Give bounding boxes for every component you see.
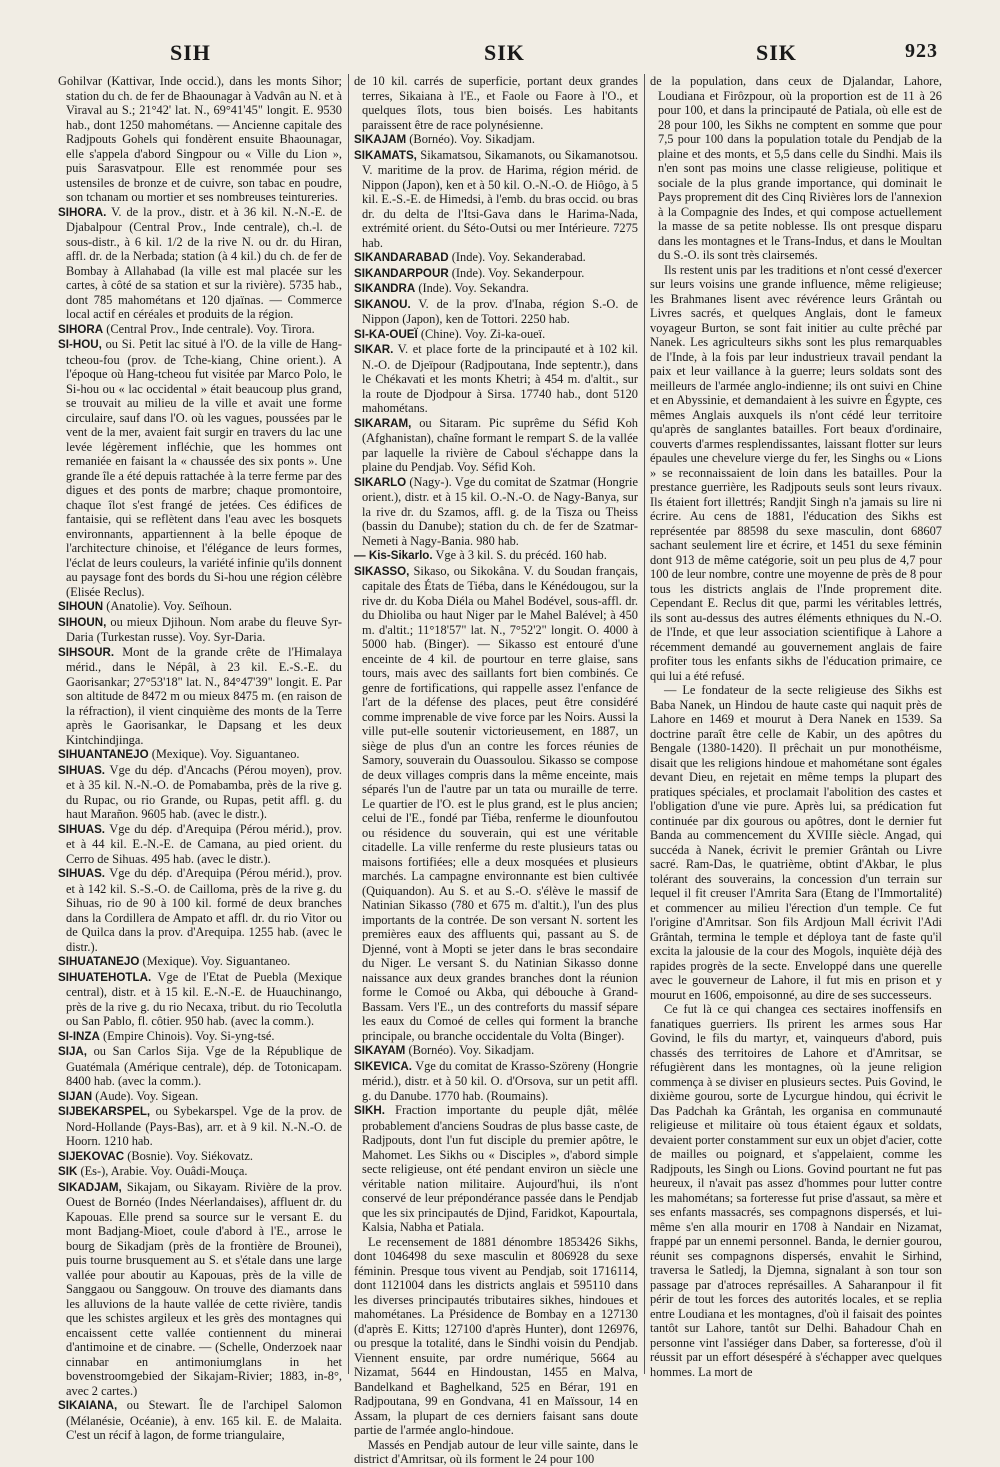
entry-text: (Bosnie). Voy. Siékovatz.: [127, 1148, 253, 1163]
dictionary-entry: [354, 475, 638, 549]
entry-text: (Es-), Arabie. Voy. Ouâdi-Mouça.: [80, 1164, 248, 1178]
entry-text: ou Si. Petit lac situé à l'O. de la ville de Hang-tcheou-fou (prov. de Tche-kiang, Chine orient.). A l'époque où Hang-tcheou fut visitée par Marco Polo, le Si-hou ou « lac occidental » était beaucoup plus grand, se trouvait au milieu de la ville et avait une forme circulaire, sauf dans l'O. où les vagues, poussées par le vent de la mer, avaient fait surgir en travers du lac une levée légèrement infléchie, que les hommes ont remaniée en faisant la « chaussée des six ponts ». Une grande île a été depuis rattachée à la terre ferme par des digues et des ponts de marbre; chaque promontoire, chaque îlot s'est frangé de jetées. Ces édifices de fantaisie, qui se reflètent dans l'eau avec les bosquets environnants, appartiennent à la belle époque de l'architecture chinoise, et l'élégance de leurs formes, l'éclat de leurs couleurs, la variété infinie qu'ils donnent au paysage font des bords du Si-hou une région célèbre (Elisée Reclus).: [66, 337, 342, 599]
entry-paragraph: [354, 74, 638, 132]
entry-headword: SIHUAS.: [58, 763, 106, 777]
entry-text: Vge à 3 kil. S. du précéd. 160 hab.: [435, 548, 607, 562]
entry-text: Vge du comitat de Krasso-Szöreny (Hongrie mérid.), distr. et à 50 kil. O. d'Orsova, sur un petit affl. g. du Danube. 1770 hab. (Roumains).: [362, 1058, 639, 1103]
column-rule: [644, 74, 645, 1374]
entry-headword: SIKAIANA,: [58, 1399, 118, 1412]
entry-headword: SIKARAM,: [354, 416, 412, 430]
page-number: 923: [905, 40, 938, 62]
dictionary-entry: [354, 281, 638, 297]
dictionary-entry: [354, 548, 638, 564]
entry-headword: SIHSOUR.: [58, 645, 115, 659]
entry-text: de 10 kil. carrés de superficie, portant deux grandes terres, Sikaiana à l'E., et Faole ou Faore à l'O., et quelques îlots, tous bien boisés. Les habitants paraissent être de race polynésienne.: [354, 74, 638, 132]
header-left-guide-word: SIH: [170, 40, 211, 65]
entry-headword: SIKAMATS,: [354, 148, 417, 162]
entry-text: Sikamatsou, Sikamanots, ou Sikamanotsou. V. maritime de la prov. de Harima, région mérid. de Nippon (Japon), ken et à 50 kil. O.-N.-O. de Hiôgo, à 5 kil. E.-S.-E. de Himedsi, à l'emb. du bras occid. ou bras dr. du delta de l'Itsi-Gava dans le Harima-Nada, extrémité orient. du Séto-Outsi ou mer Intérieure. 7275 hab.: [362, 147, 638, 250]
dictionary-entry: [58, 615, 342, 645]
dictionary-entry: [58, 747, 342, 763]
entry-text: ou Stewart. Île de l'archipel Salomon (Mélanésie, Océanie), à env. 165 kil. E. de Malaita. C'est un récif à lagon, de forme triangulaire,: [66, 1398, 342, 1442]
entry-headword: — Kis-Sikarlo.: [354, 549, 433, 562]
dictionary-entry: [354, 266, 638, 282]
dictionary-entry: [58, 337, 342, 599]
entry-text: (Bornéo). Voy. Sikadjam.: [409, 132, 536, 146]
dictionary-entry: [354, 1043, 638, 1059]
entry-text: ou Sybekarspel. Vge de la prov. de Nord-Hollande (Pays-Bas), arr. et à 9 kil. N.-N.-O. de Hoorn. 1210 hab.: [66, 1104, 342, 1148]
entry-headword: SIKANDARABAD: [354, 251, 449, 264]
entry-text: Vge de l'Etat de Puebla (Mexique central), distr. et à 15 kil. E.-N.-E. de Huauchinango, près de la rive g. du rio Necaxa, tribut. du rio Tecolutla ou San Pablo, fl. côtier. 950 hab. (avec la comm.).: [66, 969, 342, 1028]
entry-text: Le recensement de 1881 dénombre 1853426 Sikhs, dont 1046498 du sexe masculin et 806928 du sexe féminin. Presque tous vivent au Pendjab, soit 1716114, dont 1121004 dans les districts anglais et 595110 dans les diverses principautés tributaires sikhes, hindoues et mahométanes. La Présidence de Bombay en a 127130 (d'après E. Kitts; 127100 d'après Hunter), dont 126976, ou presque la totalité, dans le Sindhi voisin du Pendjab. Viennent ensuite, par ordre numérique, 5664 au Nizamat, 5644 en Hindoustan, 1455 en Malva, Bandelkand et Baghelkand, 525 en Bérar, 191 en Radjpoutana, 99 en Gondvana, 41 en Maïssour, 14 en Assam, la plupart de ces derniers faisant sans doute partie de l'armée anglo-hindoue.: [354, 1234, 638, 1437]
dictionary-entry: [58, 1164, 342, 1180]
column-rule: [348, 74, 349, 1374]
column-1: [58, 74, 343, 1442]
entry-text: ou mieux Djihoun. Nom arabe du fleuve Syr-Daria (Turkestan russe). Voy. Syr-Daria.: [66, 614, 342, 644]
column-3: [650, 74, 942, 1379]
entry-paragraph: [650, 683, 942, 1002]
entry-headword: SIHOUN,: [58, 615, 107, 629]
entry-text: (Mexique). Voy. Siguantaneo.: [142, 954, 291, 968]
entry-text: (Aude). Voy. Sigean.: [95, 1088, 199, 1103]
dictionary-entry: [58, 645, 342, 748]
dictionary-entry: [354, 250, 638, 266]
dictionary-entry: [58, 866, 342, 954]
entry-headword: SIJEKOVAC: [58, 1149, 125, 1163]
entry-text: (Central Prov., Inde centrale). Voy. Tirora.: [106, 321, 315, 336]
entry-headword: SIKEVICA.: [354, 1059, 412, 1073]
dictionary-entry: [58, 1398, 342, 1443]
entry-headword: SIHUATANEJO: [58, 955, 140, 968]
dictionary-entry: [354, 132, 638, 148]
dictionary-entry: [58, 322, 342, 338]
dictionary-entry: [58, 205, 342, 322]
entry-text: Vge du dép. d'Ancachs (Pérou moyen), prov. et à 35 kil. N.-N.-O. de Pomabamba, près de la rive g. du Rupac, ou rio Grande, ou Rupas, petit affl. g. du haut Marañon. 9605 hab. (avec le distr.).: [66, 762, 343, 821]
entry-text: (Inde). Voy. Sekanderabad.: [451, 250, 586, 264]
dictionary-entry: [58, 1089, 342, 1105]
dictionary-entry: [354, 327, 638, 343]
entry-headword: SIKANOU.: [354, 297, 411, 311]
dictionary-entry: [354, 148, 638, 251]
entry-headword: SIHORA: [58, 322, 104, 336]
header-center-guide-word: SIK: [484, 40, 525, 65]
entry-text: (Inde). Voy. Sekandra.: [418, 281, 529, 295]
entry-paragraph: [650, 1002, 942, 1379]
entry-headword: SIHOUN: [58, 600, 104, 613]
entry-text: (Anatolie). Voy. Seïhoun.: [106, 599, 232, 613]
entry-headword: SIKAJAM: [354, 133, 407, 146]
entry-headword: SIJA,: [58, 1045, 87, 1058]
dictionary-entry: [58, 1044, 342, 1089]
entry-headword: SIKAR.: [354, 343, 394, 356]
dictionary-entry: [58, 1180, 342, 1399]
dictionary-entry: [58, 763, 342, 822]
dictionary-entry: [354, 416, 638, 475]
entry-paragraph: [650, 74, 942, 263]
entry-headword: SI-INZA: [58, 1029, 100, 1043]
dictionary-entry: [58, 970, 342, 1029]
entry-headword: SI-KA-OUEÏ: [354, 327, 418, 341]
entry-text: ou Sitaram. Pic suprême du Séfid Koh (Afghanistan), chaîne formant le rempart S. de la vallée par laquelle la rivière de Caboul s'échappe dans la plaine du Pendjab. Voy. Séfid Koh.: [362, 415, 638, 474]
entry-text: V. et place forte de la principauté et à 102 kil. N.-O. de Djeïpour (Radjpoutana, Inde septentr.), dans le Chékavati et les monts Khetri; à 454 m. d'altit., sur la route de Djodpour à Sirsa. 17740 hab., dont 5120 mahométans.: [362, 342, 639, 415]
entry-text: V. de la prov. d'Inaba, région S.-O. de Nippon (Japon), ken de Tottori. 2250 hab.: [362, 296, 638, 326]
entry-text: (Mexique). Voy. Siguantaneo.: [151, 747, 300, 761]
entry-headword: SIHUANTANEJO: [58, 748, 149, 761]
entry-text: (Empire Chinois). Voy. Si-yng-tsé.: [102, 1028, 275, 1043]
entry-text: Ce fut là ce qui changea ces sectaires inoffensifs en fanatiques guerriers. Ils prirent les armes sous Har Govind, le fils du martyr, et, vainqueurs d'abord, puis chassés des territoires de Lahore et d'Amritsar, se réfugièrent dans les montagnes, où la jeune religion commença à se diviser en plusieurs sectes. Puis Govind, le dixième gourou, sorte de Lycurgue hindou, qui écrivit le Das Padchah ka Grântah, les organisa en communauté religieuse et militaire où tous étaient égaux et soldats, devaient porter constamment sur eux un objet d'acier, cotte de mailles ou poignard, et s'appelaient, comme les Radjpouts, les Singh ou Lions. Govind pourtant ne fut pas heureux, il n'avait pas assez d'hommes pour lutter contre les mahométans; sa forteresse fut prise d'assaut, sa mère et ses enfants massacrés, ses compagnons dispersés, et lui-même s'en alla mourir en 1708 à Nandair en Nizamat, frappé par un ennemi personnel. Banda, le dernier gourou, réunit ses compagnons dispersés, envahit le Sirhind, traversa le Satledj, la Djemna, signalant à son tour son passage par d'atroces représailles. A Saharanpour il fit périr de tout les forces des autorités locales, et se replia entre Loudiana et les montagnes, d'où il faisait des pointes tantôt sur Lahore, tantôt sur Delhi. Bahadour Chah en personne vint l'assiéger dans Daber, sa forteresse, d'où il réussit par un effort désespéré à s'échapper avec quelques hommes. La mort de: [650, 1002, 942, 1379]
dictionary-entry: [354, 297, 638, 327]
entry-headword: SIKARLO: [354, 475, 407, 489]
dictionary-entry: [58, 954, 342, 970]
entry-paragraph: [354, 1438, 638, 1467]
entry-text: de la population, dans ceux de Djalandar, Lahore, Loudiana et Firôzpour, où la proportion est de 11 à 26 pour 100, et dans la principauté de Patiala, où elle est de 28 pour 100, les Sikhs ne comptent en somme que pour 7,5 pour 100 dans la population totale du Pendjab de la plaine et des monts, et 5,5 dans celle du Sindhi. Mais ils n'en sont pas moins une classe religieuse, politique et sociale de la plus grande importance, qui dominait le Pays proprement dit des Cinq Rivières lors de l'annexion à la Compagnie des Indes, et qui compose actuellement la masse de sa petite noblesse. Ils ont presque disparu dans les montagnes et le Trans-Indus, et dans le Moultan du S.-O. ils sont très clairsemés.: [650, 74, 942, 262]
entry-text: Sikaso, ou Sikokâna. V. du Soudan français, capitale des États de Tiéba, dans le Kénédougou, sur la rive dr. du Koba Diéla ou Mahel Bodével, sous-affl. dr. du Dhioliba ou haut Niger par le Mahel Balével; à 450 m. d'altit.; 11°18'57" lat. N., 7°52'2" longit. O. 4000 à 5000 hab. (Binger). — Sikasso est entouré d'une enceinte de 4 kil. de pourtour en terre glaise, sans tours, mais avec des saillants fort bien combinés. Ce genre de fortifications, qui rappelle assez l'enfance de l'art de la défense des places, peut être considéré comme imprenable de vive force par les Noirs. Aussi la ville put-elle soutenir victorieusement, en 1887, un siège de plus d'un an contre les forces réunies de Samory, souverain du Ouassoulou. Sikasso se compose de deux villages compris dans la même enceinte, mais séparés l'un de l'autre par un tata ou muraille de terre. Le quartier de l'O. est le plus grand, est le plus ancien; celui de l'E., fondé par Tiéba, renferme le diounfoutou ou résidence du souverain, qui est une véritable citadelle. La ville renferme du reste plusieurs tatas ou maisons fortifiées; elle a deux mosquées et plusieurs marchés. La campagne environnante est bien cultivée (Quiquandon). Au S. et au S.-O. s'élève le massif de Natinian Sikasso (780 et 675 m. d'altit.), l'un des plus importants de la contrée. De son versant N. sortent les premières eaux des affluents qui, passant au S. de Djenné, vont à Mopti se jeter dans le bras secondaire du Niger. Le versant S. du Natinian Sikasso donne naissance aux deux grandes branches dont la réunion forme le Comoé ou Akba, qui débouche à Grand-Bassam. Vers l'E., un des contreforts du massif sépare les eaux du Comoé de celles qui forment la branche principale, ou branche occidentale du Volta (Binger).: [362, 563, 638, 1043]
dictionary-entry: [354, 1059, 638, 1104]
entry-text: (Inde). Voy. Sekanderpour.: [451, 265, 585, 280]
entry-text: Sikajam, ou Sikayam. Rivière de la prov. Ouest de Bornéo (Indes Néerlandaises), affluent dr. du Kapouas. Elle prend sa source sur le versant E. du mont Badjang-Mioet, coule d'abord à l'E., arrose le bourg de Sikadjam (près de la frontière de Brounei), puis tourne brusquement au S. et s'étale dans une large vallée pour aboutir au Kapouas, près de la ville de Sanggaou ou Sanggouw. On trouve des diamants dans les alluvions de la haute vallée de cette rivière, tandis que les schistes argileux et les grès des montagnes qui encaissent cette vallée contiennent du minerai d'antimoine et de cinabre. — (Schelle, Onderzoek naar cinnabar en antimoniumglans in het bovenstroomgebied der Sikajam-Rivier; 1883, in-8°, avec 2 cartes.): [66, 1179, 342, 1398]
dictionary-entry: [58, 822, 342, 867]
entry-headword: SIKANDRA: [354, 282, 416, 295]
dictionary-entry: [58, 1104, 342, 1149]
entry-text: Fraction importante du peuple djât, mêlée probablement d'anciens Soudras de plus basse caste, de Radjpouts, dont l'un fut disciple du premier apôtre, le Mahomet. Les Sikhs ou « Disciples », d'abord simple secte religieuse, ont été pendant environ un siècle une véritable nation militaire. Aujourd'hui, ils n'ont conservé de leur prépondérance passée dans le Pendjab que les six principautés de Djind, Faridkot, Kapourtala, Kalsia, Nabha et Patiala.: [362, 1103, 638, 1234]
entry-paragraph: [650, 263, 942, 684]
entry-text: Vge du dép. d'Arequipa (Pérou mérid.), prov. et à 44 kil. E.-N.-E. de Camana, au pied orient. du Cerro de Sihuas. 495 hab. (avec le distr.).: [66, 821, 342, 866]
entry-headword: SIHUAS.: [58, 867, 106, 880]
dictionary-entry: [354, 342, 638, 416]
entry-text: (Nagy-). Vge du comitat de Szatmar (Hongrie orient.), distr. et à 15 kil. O.-N.-O. de Nagy-Banya, sur la rive dr. du Szamos, affl. g. de la Tisza ou Theiss (bassin du Danube); station du ch. de fer de Szatmar-Nemeti à Nagy-Bania. 980 hab.: [362, 474, 638, 548]
entry-text: — Le fondateur de la secte religieuse des Sikhs est Baba Nanek, un Hindou de haute caste qui naquit près de Lahore en 1469 et mourut à Dera Nanek en 1539. Sa doctrine paraît être celle de Kabir, un des apôtres du Bengale (1380-1420). Il prêchait un pur monothéisme, disait que les religions hindoue et mahométane sont égales devant Dieu, en rejetait en même temps la plupart des pratiques spéciales, et proclamait l'abolition des castes et l'obligation d'une vie pure. Après lui, sa prédication fut continuée par dix gourous ou apôtres, dont le dernier fut Banda au commencement du XVIIIe siècle. Angad, qui succéda à Nanek, écrivit le premier Grântah ou Livre sacré. Ram-Das, le quatrième, obtint d'Akbar, le plus tolérant des souverains, la concession d'un terrain sur lequel il fit creuser l'Amrita Sara (Etang de l'Immortalité) et commencer au milieu l'érection d'un temple. Ce fut l'origine d'Amritsar. Son fils Ardjoun Mall écrivit l'Adi Grântah, termina le temple et déploya tant de faste qu'il excita la jalousie de la cour des Mogols, inquiète déjà des rapides progrès de la secte. Enveloppé dans une querelle avec le gouverneur de Lahore, il fut mis en prison et y mourut en 1606, empoisonné, au dire de ses successeurs.: [650, 683, 942, 1002]
entry-headword: SIKH.: [354, 1104, 385, 1117]
entry-text: V. de la prov., distr. et à 36 kil. N.-N.-E. de Djabalpour (Central Prov., Inde centrale), ch.-l. de sous-distr., à 6 kil. 1/2 de la rive N. ou dr. du Hiran, affl. dr. de la Nerbada; station (à 4 kil.) du ch. de fer de Bombay à Allahabad (la ville est mal placée sur les cartes, à côté de sa station et sur la rivière). 5735 hab., dont 785 mahométans et 120 djaïnas. — Commerce local actif en céréales et produits de la région.: [66, 204, 343, 321]
entry-text: Vge du dép. d'Arequipa (Pérou mérid.), prov. et à 142 kil. S.-S.-O. de Cailloma, près de la rive g. du Sihuas, rio de 90 à 100 kil. formé de deux branches dans la Cordillera de Ampato et affl. dr. du rio Vitor ou de Quilca dans la prov. d'Arequipa. 1255 hab. (avec le distr.).: [66, 866, 342, 954]
entry-paragraph: [58, 74, 342, 205]
entry-headword: SIKAYAM: [354, 1044, 406, 1057]
header-right-guide-word: SIK: [756, 40, 797, 65]
entry-text: (Chine). Voy. Zi-ka-oueï.: [420, 326, 546, 341]
page-header: [0, 40, 1000, 70]
dictionary-entry: [354, 1103, 638, 1235]
dictionary-entry: [58, 1149, 342, 1165]
dictionary-entry: [354, 564, 638, 1044]
dictionary-entry: [58, 1029, 342, 1045]
entry-paragraph: [354, 1235, 638, 1438]
entry-headword: SIKASSO,: [354, 564, 410, 578]
entry-headword: SI-HOU,: [58, 338, 102, 351]
entry-headword: SIK: [58, 1165, 78, 1178]
entry-headword: SIHUATEHOTLA.: [58, 970, 152, 984]
entry-text: Ils restent unis par les traditions et n'ont cessé d'exercer sur leurs voisins une grande influence, même religieuse; les Brahmanes lisent avec révérence leurs Grântah ou Livres sacrés, et quelques Anglais, dont le fameux voyageur Burton, se sont fait initier au culte prêché par Nanek. Les agriculteurs sikhs sont les plus remarquables de l'Inde, à la fois par leur industrieux travail pendant la paix et leur vaillance à la guerre; leurs soldats sont des meilleurs de l'armée anglo-indienne; ils ont suivi en Chine et en Abyssinie, et demandaient à les suivre en Égypte, ces mêmes Anglais auxquels ils n'ont cédé leur territoire qu'après de sanglantes batailles. Fort beaux d'ordinaire, couverts d'armes resplendissantes, laissant flotter sur leurs épaules une chevelure vierge du fer, les Singhs ou « Lions » se reconnaissaient de loin dans les batailles. Pour la prestance guerrière, les Radjpouts seuls sont leurs rivaux. Ils étaient fort illettrés; Randjit Singh n'a jamais su lire ni écrire. Au cens de 1881, l'éducation des Sikhs est représentée par 88598 du sexe masculin, dont 68607 sachant seulement lire et écrire, et 1451 du sexe féminin dont 913 de même catégorie, soit un peu plus de 4,7 pour 100 de leur nombre, contre une moyenne de près de 8 pour tous les districts anglais de l'Inde proprement dite. Cependant E. Reclus dit que, parmi les véritables lettrés, ils sont au-dessus des autres éléments ethniques du N.-O. de l'Inde, et que leur association scientifique à Lahore a récemment demandé au gouvernement anglais de faire profiter tous les enfants sikhs de l'éducation primaire, ce qui lui a été refusé.: [650, 262, 942, 683]
entry-headword: SIKANDARPOUR: [354, 266, 449, 280]
entry-text: Mont de la grande crête de l'Himalaya mérid., dans le Népâl, à 23 kil. E.-S.-E. du Gaorisankar; 27°53'18" lat. N., 84°47'39" longit. E. Par son altitude de 8472 m ou mieux 8475 m. (en raison de la réfraction), il vient cinquième des monts de la Terre après le Gaorisankar, le Dapsang et les deux Kintchindjinga.: [66, 644, 342, 747]
dictionary-entry: [58, 599, 342, 615]
entry-text: Massés en Pendjab autour de leur ville sainte, dans le district d'Amritsar, où ils forment le 24 pour 100: [354, 1437, 638, 1466]
entry-headword: SIJBEKARSPEL,: [58, 1105, 151, 1118]
column-2: [354, 74, 639, 1466]
entry-headword: SIKADJAM,: [58, 1180, 122, 1194]
entry-headword: SIHORA.: [58, 205, 107, 219]
entry-text: Gohilvar (Kattivar, Inde occid.), dans les monts Sihor; station du ch. de fer de Bhaounagar à Vadvân au N. et à Viraval au S.; 21°42' lat. N., 69°41'45" longit. E. 9530 hab., dont 1250 mahométans. — Ancienne capitale des Radjpouts Gohels qui fondèrent ensuite Bhaounagar, elle s'appela d'abord Singpour ou « Ville du Lion », puis Sarasvatpour. Elle est renommée pour ses ustensiles de bronze et de cuivre, son tabac en poudre, son tchanam ou mortier et ses nombreuses teintureries.: [58, 74, 342, 204]
entry-headword: SIJAN: [58, 1089, 93, 1103]
entry-headword: SIHUAS.: [58, 822, 106, 836]
entry-text: ou San Carlos Sija. Vge de la République de Guatémala (Amérique centrale), dép. de Totonicapam. 8400 hab. (avec la comm.).: [66, 1044, 342, 1088]
entry-text: (Bornéo). Voy. Sikadjam.: [408, 1043, 535, 1057]
